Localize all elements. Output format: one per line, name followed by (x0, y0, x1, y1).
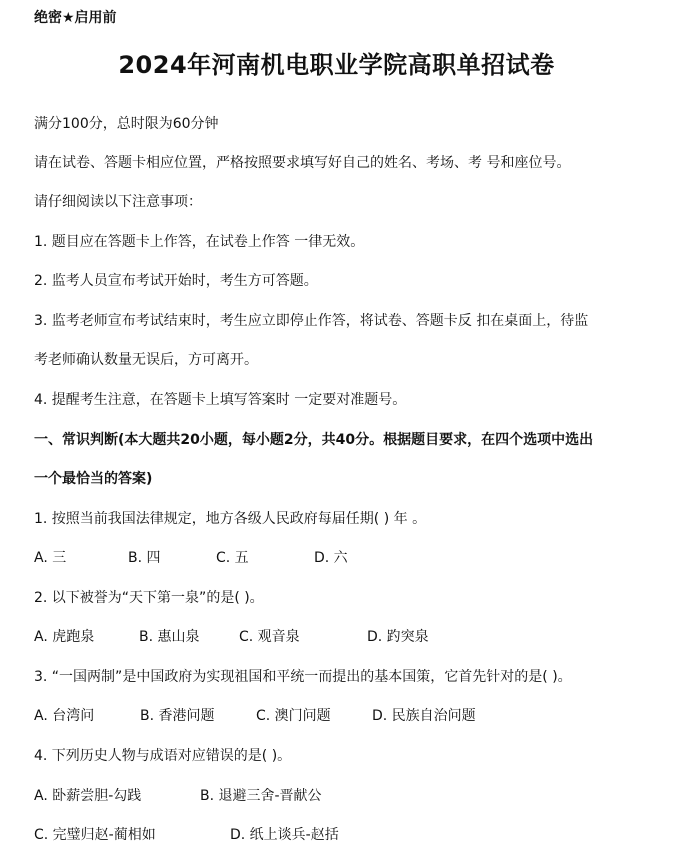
note-3-continued: 考老师确认数量无误后，方可离开。 (34, 352, 258, 368)
section-heading-line2: 一个最恰当的答案) (34, 471, 153, 487)
q1-option-b: B. 四 (128, 550, 161, 566)
q1-option-a: A. 三 (34, 550, 67, 566)
q4-option-d: D. 纸上谈兵-赵括 (230, 827, 339, 843)
q3-option-d: D. 民族自治问题 (372, 708, 476, 724)
q4-option-c: C. 完璧归赵-蔺相如 (34, 827, 156, 843)
question-2-stem: 2. 以下被誉为“天下第一泉”的是( )。 (34, 590, 264, 606)
question-1-options (34, 548, 348, 568)
q2-option-c: C. 观音泉 (239, 629, 300, 645)
q4-option-b: B. 退避三舍-晋献公 (200, 788, 322, 804)
question-2-options (34, 627, 429, 647)
read-notice-line: 请仔细阅读以下注意事项： (34, 194, 202, 210)
q1-option-c: C. 五 (216, 550, 249, 566)
q2-option-b: B. 惠山泉 (139, 629, 200, 645)
q2-option-d: D. 趵突泉 (367, 629, 429, 645)
note-1: 1. 题目应在答题卡上作答，在试卷上作答 一律无效。 (34, 234, 365, 250)
section-heading-line1: 一、常识判断(本大题共20小题，每小题2分，共40分。根据题目要求，在四个选项中选出 (34, 432, 594, 448)
score-time-line: 满分100分，总时限为60分钟 (34, 116, 219, 132)
question-4-stem: 4. 下列历史人物与成语对应错误的是( )。 (34, 748, 292, 764)
q3-option-c: C. 澳门问题 (256, 708, 331, 724)
fill-info-line: 请在试卷、答题卡相应位置，严格按照要求填写好自己的姓名、考场、考 号和座位号。 (34, 155, 571, 171)
q3-option-a: A. 台湾问 (34, 708, 95, 724)
exam-title: 2024年河南机电职业学院高职单招试卷 (118, 51, 555, 79)
note-2: 2. 监考人员宣布考试开始时，考生方可答题。 (34, 273, 318, 289)
q4-option-a: A. 卧薪尝胆-勾践 (34, 788, 142, 804)
question-4-options-row2 (34, 825, 339, 845)
secret-mark: 绝密★启用前 (34, 10, 117, 26)
question-1-stem: 1. 按照当前我国法律规定，地方各级人民政府每届任期( ) 年 。 (34, 511, 427, 527)
note-3: 3. 监考老师宣布考试结束时，考生应立即停止作答，将试卷、答题卡反 扣在桌面上，待监 (34, 313, 589, 329)
q2-option-a: A. 虎跑泉 (34, 629, 95, 645)
question-4-options-row1 (34, 786, 322, 806)
q1-option-d: D. 六 (314, 550, 348, 566)
question-3-stem: 3. “一国两制”是中国政府为实现祖国和平统一而提出的基本国策，它首先针对的是( )。 (34, 669, 572, 685)
question-3-options (34, 706, 476, 726)
note-4: 4. 提醒考生注意，在答题卡上填写答案时 一定要对准题号。 (34, 392, 407, 408)
q3-option-b: B. 香港问题 (140, 708, 215, 724)
